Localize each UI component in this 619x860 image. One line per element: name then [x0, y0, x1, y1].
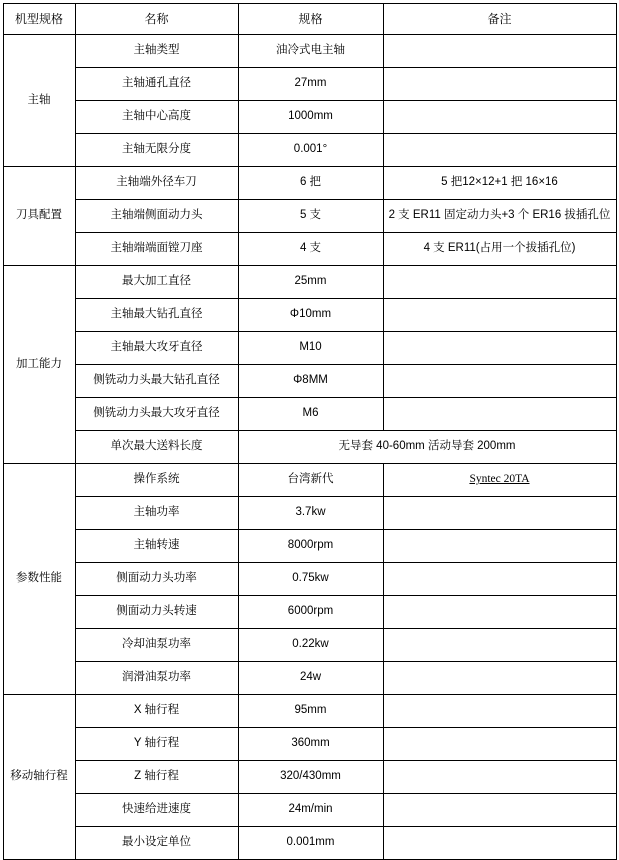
table-row	[3, 431, 616, 464]
table-row	[3, 596, 616, 629]
item-name-cell: Y 轴行程	[75, 728, 238, 761]
item-note-cell	[383, 365, 616, 398]
table-row	[3, 101, 616, 134]
table-row	[3, 35, 616, 68]
header-cell-spec: 规格	[238, 4, 383, 35]
table-row	[3, 266, 616, 299]
item-spec-cell: 320/430mm	[238, 761, 383, 794]
item-note-cell	[383, 728, 616, 761]
group-label-cell: 主轴	[3, 35, 75, 167]
table-row	[3, 794, 616, 827]
item-note-cell: 2 支 ER11 固定动力头+3 个 ER16 拔插孔位	[383, 200, 616, 233]
item-note-cell	[383, 101, 616, 134]
item-note-cell	[383, 497, 616, 530]
item-note-cell	[383, 695, 616, 728]
item-note-cell	[383, 398, 616, 431]
item-note-cell	[383, 629, 616, 662]
item-name-cell: 主轴端侧面动力头	[75, 200, 238, 233]
table-row	[3, 299, 616, 332]
item-note-cell	[383, 827, 616, 860]
item-name-cell: 主轴端外径车刀	[75, 167, 238, 200]
table-row	[3, 332, 616, 365]
item-note-cell: 5 把12×12+1 把 16×16	[383, 167, 616, 200]
item-spec-cell: 3.7kw	[238, 497, 383, 530]
item-name-cell: 润滑油泵功率	[75, 662, 238, 695]
item-spec-cell: 0.001mm	[238, 827, 383, 860]
table-row	[3, 365, 616, 398]
table-row	[3, 167, 616, 200]
item-note-cell	[383, 563, 616, 596]
group-label-cell: 移动轴行程	[3, 695, 75, 860]
table-row	[3, 761, 616, 794]
header-cell-note: 备注	[383, 4, 616, 35]
item-note-cell	[383, 464, 616, 497]
item-spec-cell: 6 把	[238, 167, 383, 200]
table-row	[3, 464, 616, 497]
item-name-cell: 侧铣动力头最大钻孔直径	[75, 365, 238, 398]
table-row	[3, 563, 616, 596]
header-cell-name: 名称	[75, 4, 238, 35]
table-row	[3, 497, 616, 530]
header-row	[3, 4, 616, 35]
item-spec-cell: 无导套 40-60mm 活动导套 200mm	[238, 431, 616, 464]
item-note-cell	[383, 530, 616, 563]
item-note-cell	[383, 662, 616, 695]
table-row	[3, 200, 616, 233]
item-spec-cell: 8000rpm	[238, 530, 383, 563]
item-name-cell: 侧面动力头转速	[75, 596, 238, 629]
item-note-cell	[383, 35, 616, 68]
item-name-cell: 主轴无限分度	[75, 134, 238, 167]
item-spec-cell: 台湾新代	[238, 464, 383, 497]
item-spec-cell: 0.22kw	[238, 629, 383, 662]
item-name-cell: 主轴通孔直径	[75, 68, 238, 101]
group-label-cell: 加工能力	[3, 266, 75, 464]
item-spec-cell: Φ10mm	[238, 299, 383, 332]
item-spec-cell: 6000rpm	[238, 596, 383, 629]
table-row	[3, 728, 616, 761]
item-spec-cell: 25mm	[238, 266, 383, 299]
item-note-cell	[383, 332, 616, 365]
item-name-cell: 侧铣动力头最大攻牙直径	[75, 398, 238, 431]
item-note-cell	[383, 596, 616, 629]
item-note-cell	[383, 299, 616, 332]
item-spec-cell: 24m/min	[238, 794, 383, 827]
item-note-cell	[383, 794, 616, 827]
item-spec-cell: 4 支	[238, 233, 383, 266]
item-spec-cell: 5 支	[238, 200, 383, 233]
item-name-cell: 主轴端端面镗刀座	[75, 233, 238, 266]
item-spec-cell: 24w	[238, 662, 383, 695]
note-underlined-text: Syntec 20TA	[469, 473, 530, 486]
item-spec-cell: 95mm	[238, 695, 383, 728]
item-name-cell: X 轴行程	[75, 695, 238, 728]
table-body	[3, 35, 616, 860]
table-row	[3, 398, 616, 431]
item-name-cell: 主轴类型	[75, 35, 238, 68]
item-name-cell: Z 轴行程	[75, 761, 238, 794]
item-note-cell	[383, 68, 616, 101]
item-spec-cell: 1000mm	[238, 101, 383, 134]
item-name-cell: 主轴功率	[75, 497, 238, 530]
table-row	[3, 530, 616, 563]
item-name-cell: 主轴中心高度	[75, 101, 238, 134]
item-spec-cell: 360mm	[238, 728, 383, 761]
item-note-cell	[383, 266, 616, 299]
item-name-cell: 主轴转速	[75, 530, 238, 563]
item-spec-cell: 0.75kw	[238, 563, 383, 596]
item-name-cell: 快速给进速度	[75, 794, 238, 827]
item-note-cell	[383, 761, 616, 794]
group-label-cell: 参数性能	[3, 464, 75, 695]
item-name-cell: 操作系统	[75, 464, 238, 497]
machine-specification-table	[3, 3, 617, 860]
table-row	[3, 662, 616, 695]
item-spec-cell: 27mm	[238, 68, 383, 101]
table-row	[3, 134, 616, 167]
item-note-cell: 4 支 ER11(占用一个拔插孔位)	[383, 233, 616, 266]
item-name-cell: 冷却油泵功率	[75, 629, 238, 662]
item-name-cell: 侧面动力头功率	[75, 563, 238, 596]
table-header	[3, 4, 616, 35]
header-cell-group: 机型规格	[3, 4, 75, 35]
table-row	[3, 233, 616, 266]
item-spec-cell: M6	[238, 398, 383, 431]
table-row	[3, 68, 616, 101]
table-row	[3, 629, 616, 662]
table-row	[3, 695, 616, 728]
item-spec-cell: 0.001°	[238, 134, 383, 167]
item-name-cell: 主轴最大钻孔直径	[75, 299, 238, 332]
item-name-cell: 最大加工直径	[75, 266, 238, 299]
item-spec-cell: M10	[238, 332, 383, 365]
item-note-cell	[383, 134, 616, 167]
item-name-cell: 最小设定单位	[75, 827, 238, 860]
group-label-cell: 刀具配置	[3, 167, 75, 266]
item-name-cell: 单次最大送料长度	[75, 431, 238, 464]
item-spec-cell: Φ8MM	[238, 365, 383, 398]
item-spec-cell: 油冷式电主轴	[238, 35, 383, 68]
item-name-cell: 主轴最大攻牙直径	[75, 332, 238, 365]
table-row	[3, 827, 616, 860]
